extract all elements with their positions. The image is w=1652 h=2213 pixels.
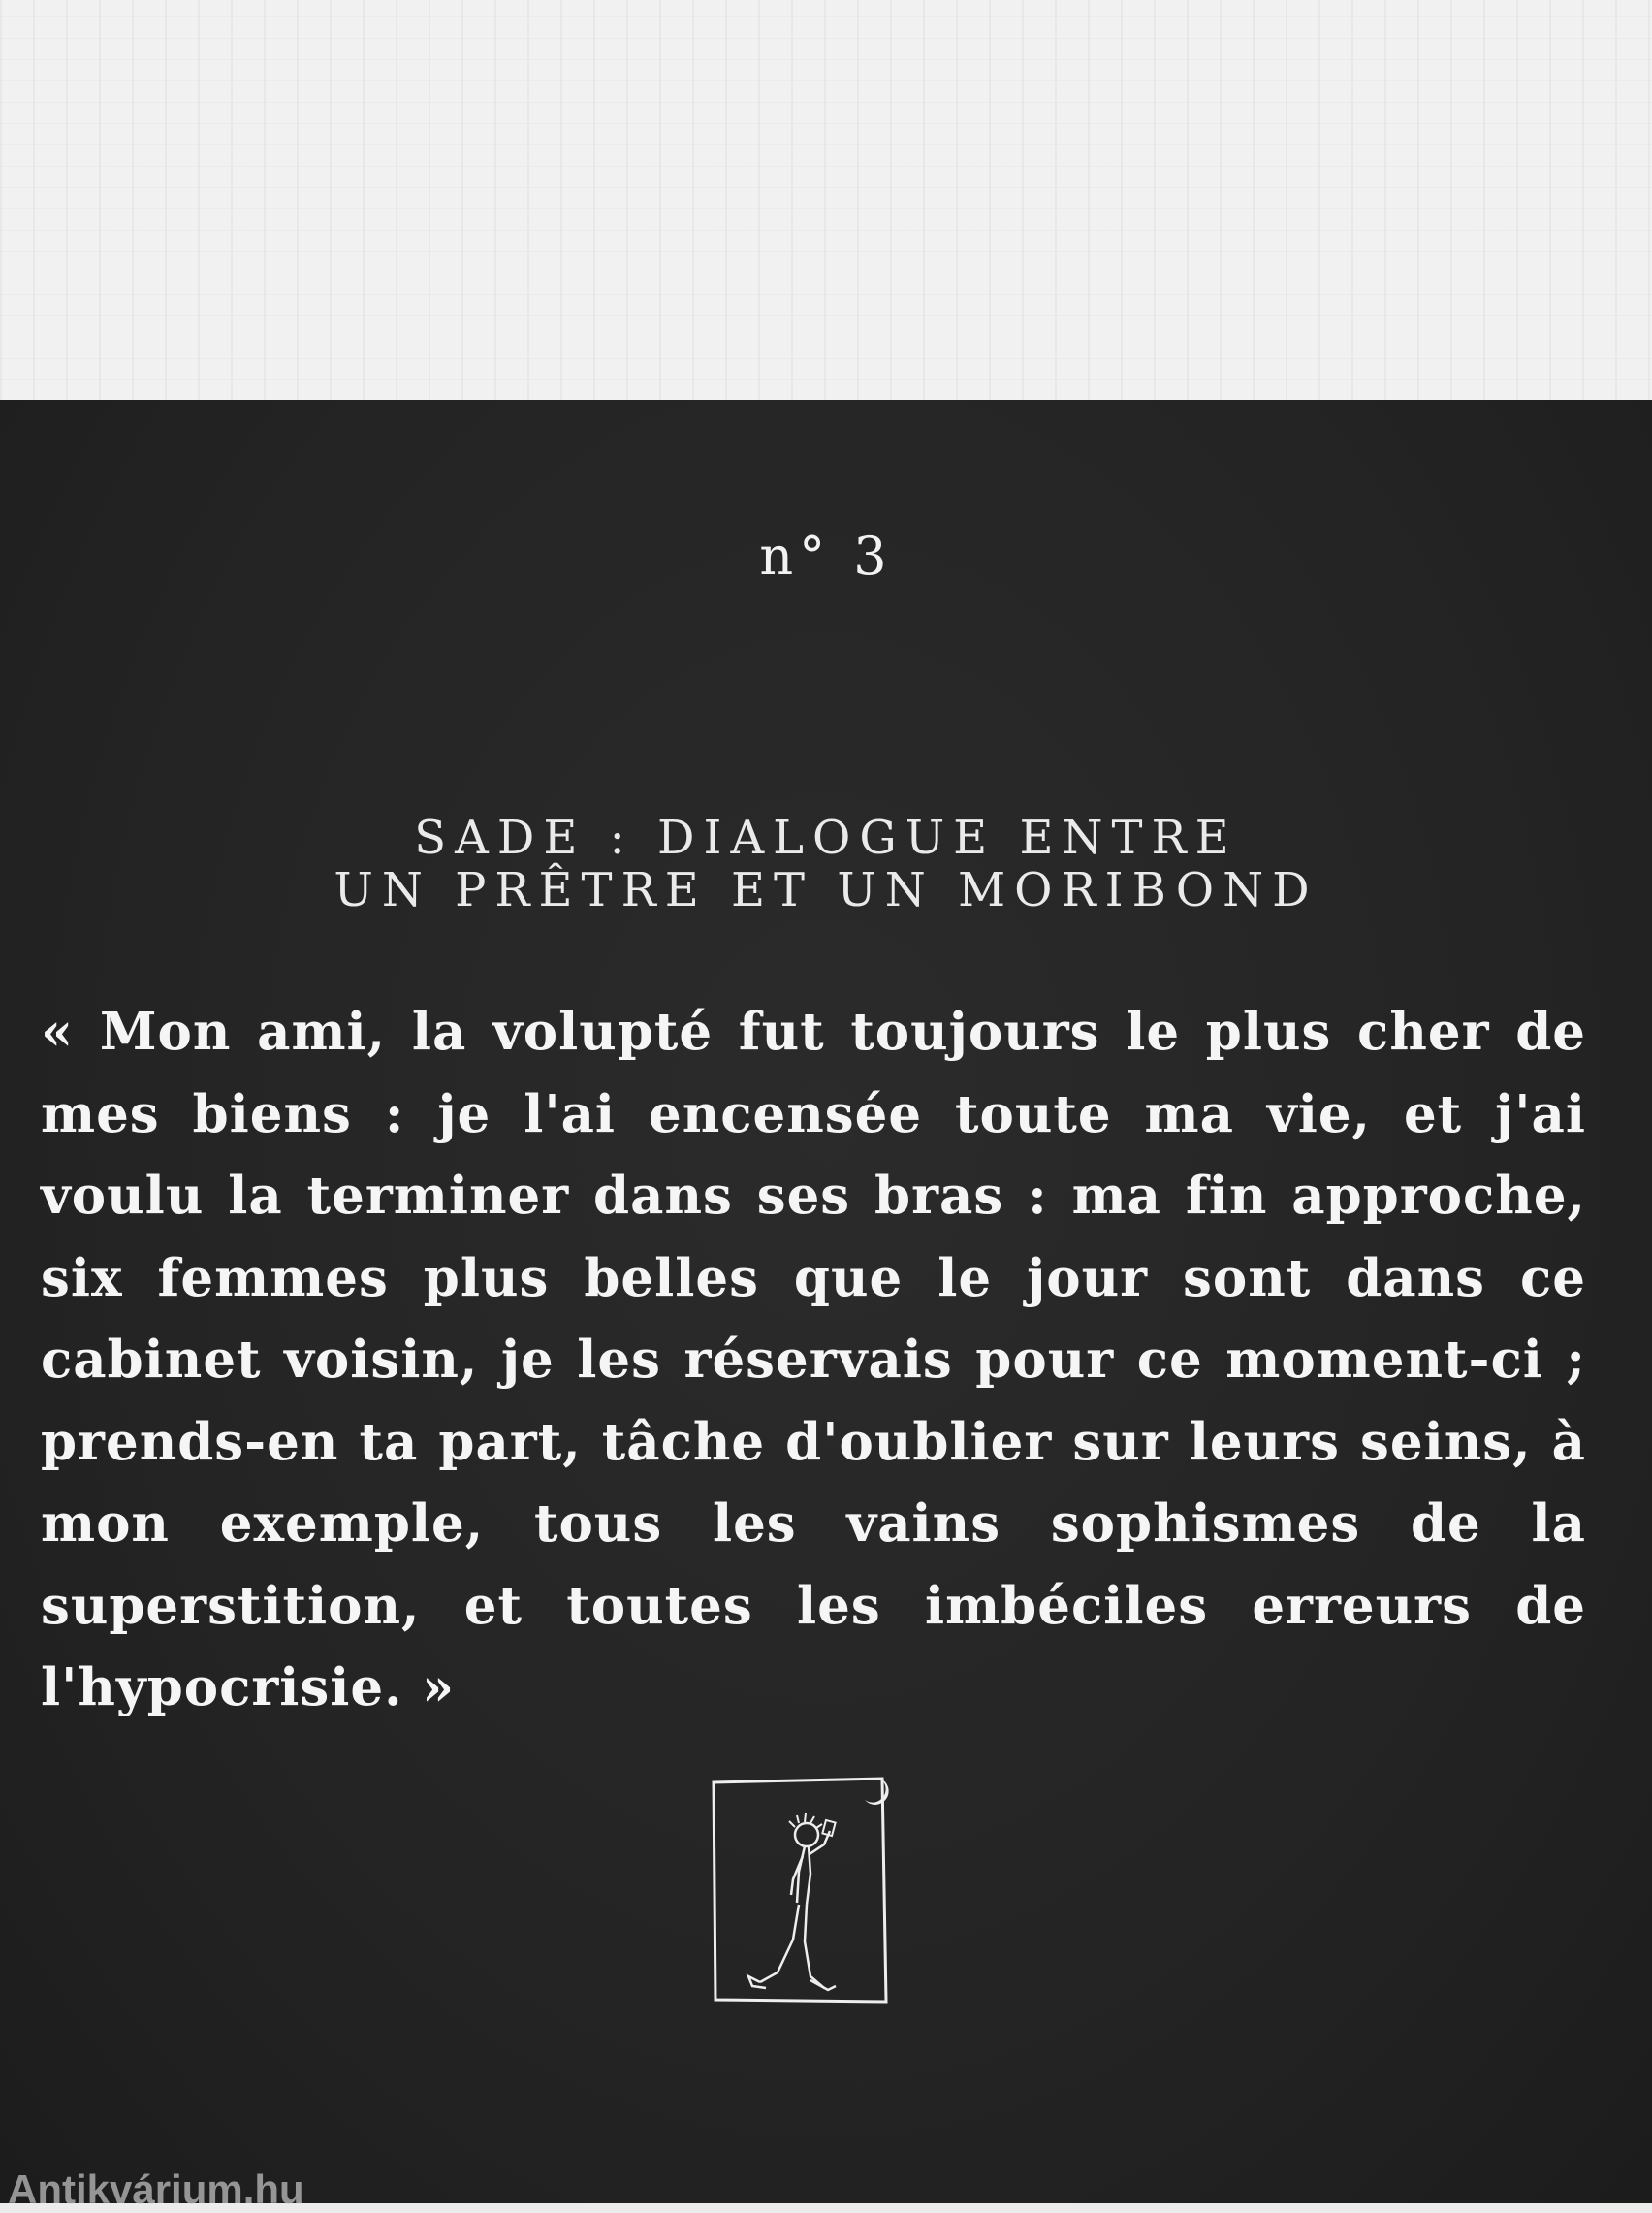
title-line-2: UN PRÊTRE ET UN MORIBOND xyxy=(334,863,1318,917)
issue-number: n° 3 xyxy=(759,526,893,587)
title-line-1: SADE : DIALOGUE ENTRE xyxy=(414,811,1238,865)
book-cover xyxy=(0,400,1652,2212)
watermark-text: Antikvárium.hu xyxy=(8,2166,304,2212)
book-title xyxy=(0,812,1652,916)
walking-man-logo-icon xyxy=(710,1775,900,2004)
paper-background xyxy=(0,0,1652,401)
quote-text: « Mon ami, la volupté fut toujours le plus cher de mes biens : je l'ai encensée toute ma vie, et j'ai voulu la terminer dans ses bras : ma fin approche, six femmes plus belles que le jour sont dans ce cabinet voisin, je les réservais pour ce moment-ci ; prends-en ta part, tâche d'oublier sur leurs seins, à mon exemple, tous les vains sophismes de la superstition, et toutes les imbéciles erreurs de l'hypocrisie. » xyxy=(41,1002,1586,1717)
